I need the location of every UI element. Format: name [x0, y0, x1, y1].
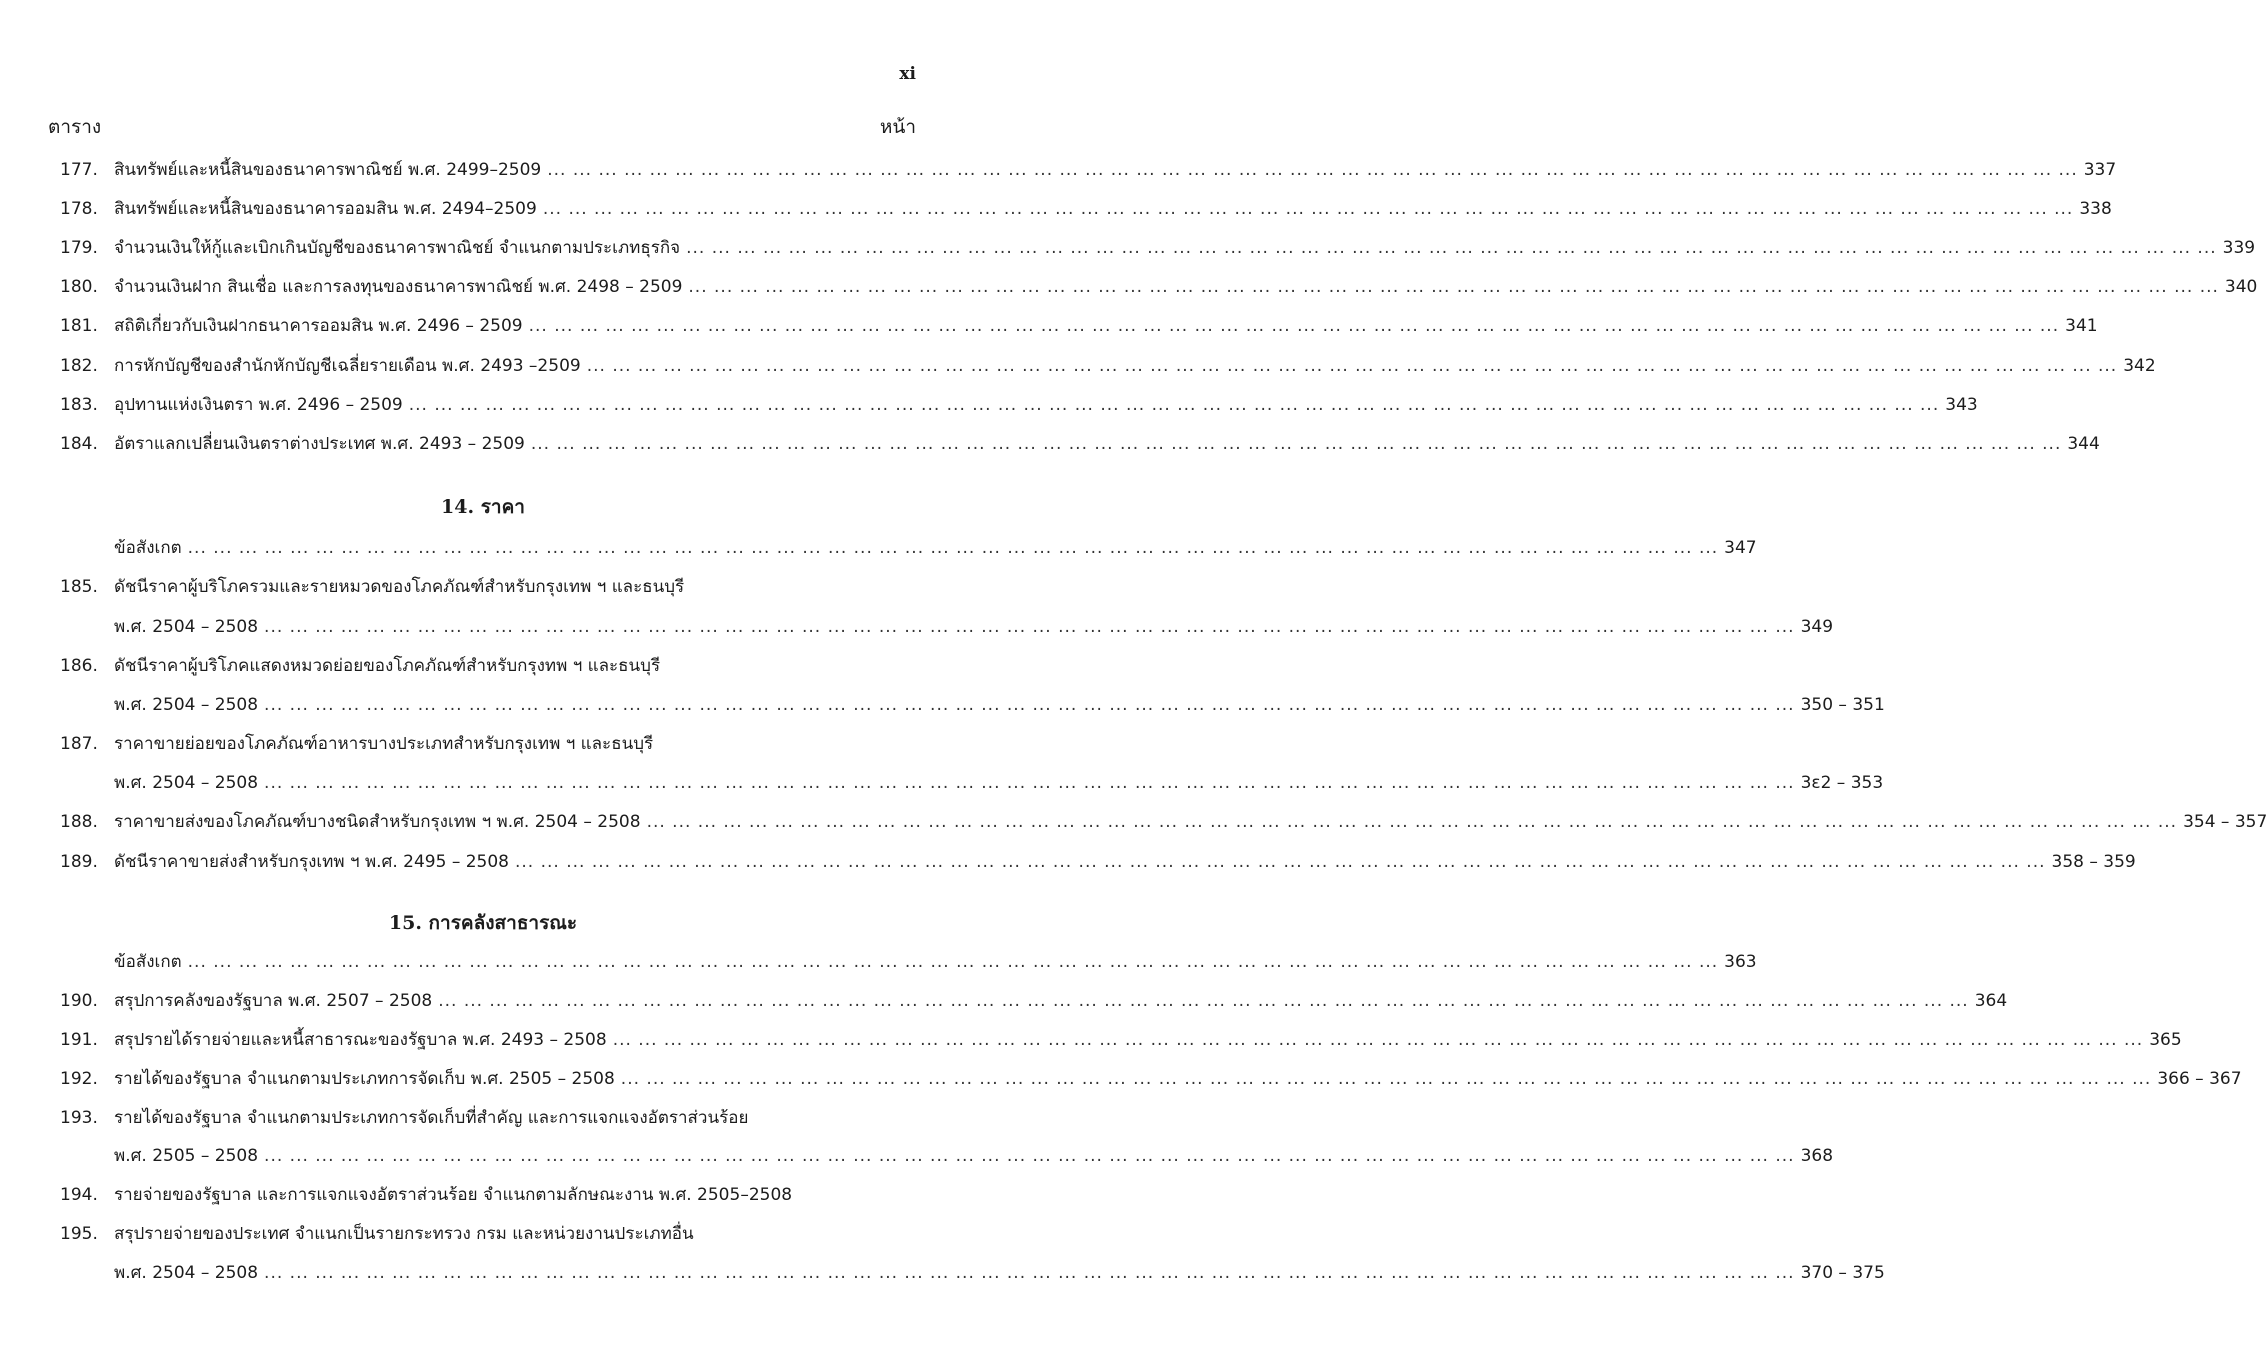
toc-entry	[60, 573, 912, 601]
toc-entry	[60, 987, 2008, 1015]
dot-leader: ... ... ... ... ... ... ... ... ... ... ... ... ... ... ... ... ... ... ... ... ... ... ... ... ... ... ... ... ... ... ... ... ... ... ... ... ... ... ... ... ... ... ... ... ... ... ... ... ... ... ... ... ... ... ... ... ... ... ... ...	[586, 356, 2118, 376]
toc-entry	[60, 1181, 912, 1209]
entry-title: ราคาขายย่อยของโภคภัณฑ์อาหารบางประเภทสำหรับกรุงเทพ ฯ และธนบุรี	[114, 734, 654, 754]
entry-page-number: 347	[1724, 538, 1757, 558]
entry-title: ดัชนีราคาผู้บริโภครวมและรายหมวดของโภคภัณฑ์สำหรับกรุงเทพ ฯ และธนบุรี	[114, 577, 685, 597]
entry-page-number: 342	[2123, 356, 2156, 376]
entry-title: สรุปการคลังของรัฐบาล พ.ศ. 2507 – 2508	[114, 991, 433, 1011]
toc-entry	[60, 430, 2100, 458]
toc-entry	[60, 730, 912, 758]
dot-leader: ... ... ... ... ... ... ... ... ... ... ... ... ... ... ... ... ... ... ... ... ... ... ... ... ... ... ... ... ... ... ... ... ... ... ... ... ... ... ... ... ... ... ... ... ... ... ... ... ... ... ... ... ... ... ... ... ... ... ... ...	[612, 1030, 2144, 1050]
entry-title: ราคาขายส่งของโภคภัณฑ์บางชนิดสำหรับกรุงเทพ ฯ พ.ศ. 2504 – 2508	[114, 812, 641, 832]
column-header-table: ตาราง	[48, 116, 102, 138]
dot-leader: ... ... ... ... ... ... ... ... ... ... ... ... ... ... ... ... ... ... ... ... ... ... ... ... ... ... ... ... ... ... ... ... ... ... ... ... ... ... ... ... ... ... ... ... ... ... ... ... ... ... ... ... ... ... ... ... ... ... ... ...	[528, 316, 2060, 336]
page-number-roman: xi	[899, 64, 916, 84]
entry-number: 190.	[60, 991, 98, 1011]
dot-leader: ... ... ... ... ... ... ... ... ... ... ... ... ... ... ... ... ... ... ... ... ... ... ... ... ... ... ... ... ... ... ... ... ... ... ... ... ... ... ... ... ... ... ... ... ... ... ... ... ... ... ... ... ... ... ... ... ... ... ... ...	[264, 695, 1795, 715]
entry-title: พ.ศ. 2504 – 2508	[114, 773, 259, 793]
toc-entry	[60, 769, 1884, 797]
toc-entry	[60, 691, 1885, 719]
dot-leader: ... ... ... ... ... ... ... ... ... ... ... ... ... ... ... ... ... ... ... ... ... ... ... ... ... ... ... ... ... ... ... ... ... ... ... ... ... ... ... ... ... ... ... ... ... ... ... ... ... ... ... ... ... ... ... ... ... ... ... ...	[438, 991, 1969, 1011]
dot-leader: ... ... ... ... ... ... ... ... ... ... ... ... ... ... ... ... ... ... ... ... ... ... ... ... ... ... ... ... ... ... ... ... ... ... ... ... ... ... ... ... ... ... ... ... ... ... ... ... ... ... ... ... ... ... ... ... ... ... ... ...	[264, 617, 1795, 637]
entry-number: 189.	[60, 852, 98, 872]
entry-title: อุปทานแห่งเงินตรา พ.ศ. 2496 – 2509	[114, 395, 403, 415]
toc-entry	[60, 848, 2136, 876]
entry-number: 183.	[60, 395, 98, 415]
entry-number: 177.	[60, 160, 98, 180]
toc-entry	[60, 1142, 1834, 1170]
entry-title: สรุปรายได้รายจ่ายและหนี้สาธารณะของรัฐบาล พ.ศ. 2493 – 2508	[114, 1030, 607, 1050]
entry-title: อัตราแลกเปลี่ยนเงินตราต่างประเทศ พ.ศ. 2493 – 2509	[114, 434, 525, 454]
entry-number: 194.	[60, 1185, 98, 1205]
entry-number: 185.	[60, 577, 98, 597]
toc-entry	[60, 1026, 2182, 1054]
entry-title: สรุปรายจ่ายของประเทศ จำแนกเป็นรายกระทรวง กรม และหน่วยงานประเภทอื่น	[114, 1224, 694, 1244]
dot-leader: ... ... ... ... ... ... ... ... ... ... ... ... ... ... ... ... ... ... ... ... ... ... ... ... ... ... ... ... ... ... ... ... ... ... ... ... ... ... ... ... ... ... ... ... ... ... ... ... ... ... ... ... ... ... ... ... ... ... ... ...	[264, 1146, 1795, 1166]
entry-number: 184.	[60, 434, 98, 454]
toc-entry	[60, 1065, 2242, 1093]
entry-page-number: 365	[2149, 1030, 2182, 1050]
toc-entry	[60, 234, 2256, 262]
toc-entry	[60, 948, 1757, 976]
entry-page-number: 366 – 367	[2157, 1069, 2242, 1089]
entry-title: สินทรัพย์และหนี้สินของธนาคารออมสิน พ.ศ. 2494–2509	[114, 199, 537, 219]
entry-page-number: 344	[2067, 434, 2100, 454]
toc-entry	[60, 613, 1834, 641]
entry-page-number: 338	[2079, 199, 2112, 219]
entry-title: รายได้ของรัฐบาล จำแนกตามประเภทการจัดเก็บที่สำคัญ และการแจกแจงอัตราส่วนร้อย	[114, 1108, 749, 1128]
entry-number: 192.	[60, 1069, 98, 1089]
dot-leader: ... ... ... ... ... ... ... ... ... ... ... ... ... ... ... ... ... ... ... ... ... ... ... ... ... ... ... ... ... ... ... ... ... ... ... ... ... ... ... ... ... ... ... ... ... ... ... ... ... ... ... ... ... ... ... ... ... ... ... ...	[686, 238, 2217, 258]
entry-title: ข้อสังเกต	[114, 952, 182, 972]
entry-number: 186.	[60, 656, 98, 676]
entry-title: พ.ศ. 2504 – 2508	[114, 695, 259, 715]
entry-page-number: 343	[1945, 395, 1978, 415]
dot-leader: ... ... ... ... ... ... ... ... ... ... ... ... ... ... ... ... ... ... ... ... ... ... ... ... ... ... ... ... ... ... ... ... ... ... ... ... ... ... ... ... ... ... ... ... ... ... ... ... ... ... ... ... ... ... ... ... ... ... ... ...	[542, 199, 2074, 219]
entry-title: จำนวนเงินฝาก สินเชื่อ และการลงทุนของธนาคารพาณิชย์ พ.ศ. 2498 – 2509	[114, 277, 683, 297]
entry-page-number: 349	[1800, 617, 1834, 637]
entry-page-number: 350 – 351	[1800, 695, 1885, 715]
dot-leader: ... ... ... ... ... ... ... ... ... ... ... ... ... ... ... ... ... ... ... ... ... ... ... ... ... ... ... ... ... ... ... ... ... ... ... ... ... ... ... ... ... ... ... ... ... ... ... ... ... ... ... ... ... ... ... ... ... ... ... ...	[264, 1263, 1795, 1283]
entry-title: รายจ่ายของรัฐบาล และการแจกแจงอัตราส่วนร้อย จำแนกตามลักษณะงาน พ.ศ. 2505–2508	[114, 1185, 793, 1205]
entry-page-number: 370 – 375	[1800, 1263, 1885, 1283]
toc-entry	[60, 1220, 912, 1248]
entry-number: 178.	[60, 199, 98, 219]
entry-page-number: 368	[1800, 1146, 1834, 1166]
entry-number: 180.	[60, 277, 98, 297]
entry-page-number: 354 – 357	[2183, 812, 2267, 832]
entry-number: 195.	[60, 1224, 98, 1244]
entry-title: ข้อสังเกต	[114, 538, 182, 558]
dot-leader: ... ... ... ... ... ... ... ... ... ... ... ... ... ... ... ... ... ... ... ... ... ... ... ... ... ... ... ... ... ... ... ... ... ... ... ... ... ... ... ... ... ... ... ... ... ... ... ... ... ... ... ... ... ... ... ... ... ... ... ...	[408, 395, 1940, 415]
entry-page-number: 3ɛ2 – 353	[1800, 773, 1884, 793]
entry-number: 181.	[60, 316, 98, 336]
toc-entry	[60, 391, 1978, 419]
entry-page-number: 340	[2224, 277, 2258, 297]
entry-number: 179.	[60, 238, 98, 258]
entry-title: พ.ศ. 2504 – 2508	[114, 1263, 259, 1283]
toc-entry	[60, 534, 1757, 562]
toc-entry	[60, 156, 2117, 184]
entry-title: พ.ศ. 2504 – 2508	[114, 617, 259, 637]
dot-leader: ... ... ... ... ... ... ... ... ... ... ... ... ... ... ... ... ... ... ... ... ... ... ... ... ... ... ... ... ... ... ... ... ... ... ... ... ... ... ... ... ... ... ... ... ... ... ... ... ... ... ... ... ... ... ... ... ... ... ... ...	[187, 952, 1719, 972]
toc-entry	[60, 808, 2267, 836]
entry-page-number: 341	[2065, 316, 2098, 336]
dot-leader: ... ... ... ... ... ... ... ... ... ... ... ... ... ... ... ... ... ... ... ... ... ... ... ... ... ... ... ... ... ... ... ... ... ... ... ... ... ... ... ... ... ... ... ... ... ... ... ... ... ... ... ... ... ... ... ... ... ... ... ...	[547, 160, 2078, 180]
section-heading-prices: 14. ราคา	[441, 496, 525, 518]
section-heading-public-finance: 15. การคลังสาธารณะ	[388, 912, 578, 934]
entry-title: พ.ศ. 2505 – 2508	[114, 1146, 259, 1166]
dot-leader: ... ... ... ... ... ... ... ... ... ... ... ... ... ... ... ... ... ... ... ... ... ... ... ... ... ... ... ... ... ... ... ... ... ... ... ... ... ... ... ... ... ... ... ... ... ... ... ... ... ... ... ... ... ... ... ... ... ... ... ...	[187, 538, 1719, 558]
entry-page-number: 364	[1974, 991, 2008, 1011]
entry-title: สถิติเกี่ยวกับเงินฝากธนาคารออมสิน พ.ศ. 2496 – 2509	[114, 316, 523, 336]
dot-leader: ... ... ... ... ... ... ... ... ... ... ... ... ... ... ... ... ... ... ... ... ... ... ... ... ... ... ... ... ... ... ... ... ... ... ... ... ... ... ... ... ... ... ... ... ... ... ... ... ... ... ... ... ... ... ... ... ... ... ... ...	[515, 852, 2046, 872]
entry-number: 188.	[60, 812, 98, 832]
entry-title: สินทรัพย์และหนี้สินของธนาคารพาณิชย์ พ.ศ. 2499–2509	[114, 160, 542, 180]
toc-entry	[60, 195, 2112, 223]
column-header-page: หน้า	[879, 116, 916, 138]
toc-entry	[60, 652, 912, 680]
entry-title: ดัชนีราคาขายส่งสำหรับกรุงเทพ ฯ พ.ศ. 2495 – 2508	[114, 852, 509, 872]
entry-title: การหักบัญชีของสำนักหักบัญชีเฉลี่ยรายเดือน พ.ศ. 2493 –2509	[114, 356, 581, 376]
toc-entry	[60, 352, 2156, 380]
entry-number: 191.	[60, 1030, 98, 1050]
entry-page-number: 358 – 359	[2051, 852, 2136, 872]
entry-title: ดัชนีราคาผู้บริโภคแสดงหมวดย่อยของโภคภัณฑ์สำหรับกรุงทพ ฯ และธนบุรี	[114, 656, 661, 676]
dot-leader: ... ... ... ... ... ... ... ... ... ... ... ... ... ... ... ... ... ... ... ... ... ... ... ... ... ... ... ... ... ... ... ... ... ... ... ... ... ... ... ... ... ... ... ... ... ... ... ... ... ... ... ... ... ... ... ... ... ... ... ...	[530, 434, 2062, 454]
toc-entry	[60, 1104, 912, 1132]
entry-number: 182.	[60, 356, 98, 376]
dot-leader: ... ... ... ... ... ... ... ... ... ... ... ... ... ... ... ... ... ... ... ... ... ... ... ... ... ... ... ... ... ... ... ... ... ... ... ... ... ... ... ... ... ... ... ... ... ... ... ... ... ... ... ... ... ... ... ... ... ... ... ...	[264, 773, 1795, 793]
dot-leader: ... ... ... ... ... ... ... ... ... ... ... ... ... ... ... ... ... ... ... ... ... ... ... ... ... ... ... ... ... ... ... ... ... ... ... ... ... ... ... ... ... ... ... ... ... ... ... ... ... ... ... ... ... ... ... ... ... ... ... ...	[688, 277, 2219, 297]
entry-number: 193.	[60, 1108, 98, 1128]
entry-page-number: 337	[2083, 160, 2117, 180]
entry-title: รายได้ของรัฐบาล จำแนกตามประเภทการจัดเก็บ พ.ศ. 2505 – 2508	[114, 1069, 615, 1089]
toc-entry	[60, 273, 2258, 301]
dot-leader: ... ... ... ... ... ... ... ... ... ... ... ... ... ... ... ... ... ... ... ... ... ... ... ... ... ... ... ... ... ... ... ... ... ... ... ... ... ... ... ... ... ... ... ... ... ... ... ... ... ... ... ... ... ... ... ... ... ... ... ...	[646, 812, 2178, 832]
toc-entry	[60, 312, 2098, 340]
entry-number: 187.	[60, 734, 98, 754]
entry-page-number: 363	[1724, 952, 1757, 972]
dot-leader: ... ... ... ... ... ... ... ... ... ... ... ... ... ... ... ... ... ... ... ... ... ... ... ... ... ... ... ... ... ... ... ... ... ... ... ... ... ... ... ... ... ... ... ... ... ... ... ... ... ... ... ... ... ... ... ... ... ... ... ...	[620, 1069, 2152, 1089]
toc-entry	[60, 1259, 1885, 1287]
entry-page-number: 339	[2222, 238, 2256, 258]
entry-title: จำนวนเงินให้กู้และเบิกเกินบัญชีของธนาคารพาณิชย์ จำแนกตามประเภทธุรกิจ	[114, 238, 681, 258]
